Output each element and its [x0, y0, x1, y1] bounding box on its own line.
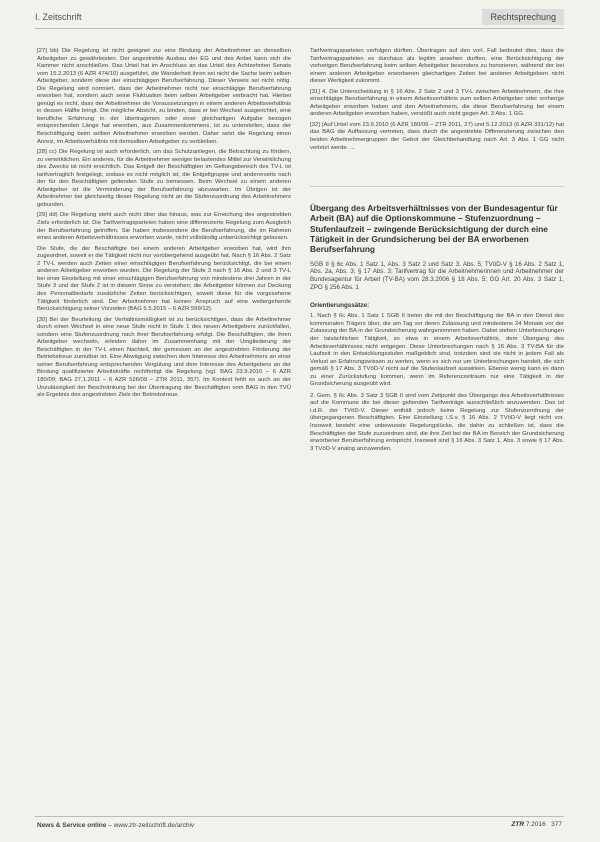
right-intro-paragraph: [31] 4. Die Unterscheidung in § 16 Abs. 2 Satz 2 und 3 TV-L zwischen Arbeitnehmern, die ihre einschlägige Berufserfahrung in einem Arbeitsverhältnis zum selben Arbeitgeber oder vorherige Arbeitgeber erworben haben und den Arbeitnehmern, die diese Berufserfahrung bei einem anderen Arbeitgeber erworben haben, verstößt auch nicht gegen Art. 3 Abs. 1 GG. [310, 88, 564, 118]
right-intro-paragraph: [32] (Auf Urteil vom 23.9.2010 (6 AZR 180/09 – ZTR 2011, 27) und 5.12.2013 (6 AZR 331/12) hat das BAG die Auffassung vertreten, dass durch die angestrebte Differenzierung zwischen den beiden Arbeitnehmergruppen der Gebot der Gleichbehandlung nach Art. 3 Abs. 1 GG nicht verletzt werde. ... [310, 121, 564, 151]
left-paragraph: [28] cc) Die Regelung ist auch erforderlich, um das Schutzanliegen, die Betrachtung zu fördern, zu verwirklichen. Ein anderes, für die Arbeitnehmer weniger belastendes Mittel zur Verwirklichung des Zwecks ist nicht ersichtlich. Das Entgelt der Beschäftigten im Geltungsbereich des TV-L ist tarifvertraglich festgelegt, sodass es nicht möglich ist, die Entgeltgruppe und andererseits nach der für den Beschäftigten geltenden Stufe zu bemessen. Beim Wechsel zu einem anderen Arbeitgeber ist die Verminderung der Berufserfahrung abzuwarten. Im Übrigen ist der Arbeitnehmer bei gleichzeitig dieser Regelung nicht an die Stufenzuordnung des Arbeitnehmers gebunden. [37, 149, 291, 208]
section-divider [310, 186, 564, 187]
footer-separator: – [106, 822, 114, 829]
left-paragraph: Die Stufe, die der Beschäftigte bei einem anderen Arbeitgeber erworben hat, wird ihm zugeordnet, soweit er die Tätigkeit nicht nur vorübergehend ausgeübt hat. Nach § 16 Abs. 2 Satz 2 TV-L werden auch Zeiten einer einschlägigen Berufserfahrung berücksichtigt, die bei einem anderen Arbeitgeber erworben wurden. Die Regelung der Stufe 3 nach § 16 Abs. 2 und 3 TV-L bei einer Einstellung mit einer einschlägigen Berufserfahrung von mindestens drei Jahren in der Stufe 3 und der Stufe 2 ist in diesem Sinne zu verstehen; die Arbeitgeber können zur Deckung des Personalbedarfs zusätzliche Zeiten berücksichtigen, soweit diese für die vorgesehene Tätigkeit förderlich sind. Der Arbeitnehmer hat keinen Anspruch auf eine weitergehende Berücksichtigung seiner Vorzeiten (BAG 5.5.2015 – 6 AZR 599/12). [37, 245, 291, 313]
orientation-paragraph: 1. Nach § 6c Abs. 1 Satz 1 SGB II treten die mit der Beschäftigung der BA in den Dienst des kommunalen Trägers über, die am Tag vor deren Zulassung und mindestens 24 Monate vor der Zulassung der BA in der Grundsicherung wahrgenommen haben. Dabei stehen Unterbrechungen der tatsächlichen Tätigkeit, so etwa in einem Arbeitsverhältnis, dem Übergang des Arbeitsverhältnisses nicht entgegen. Diese Unterbrechungen nach § 16 Abs. 3 TV-BA für die Laufzeit in den Entwicklungsstufen maßgeblich sind, trotzdem sind sie nicht in jedem Fall als Verlust an Erfahrungswissen zu werten, wenn es sich nur um Unterbrechungen handelt, die sich gemäß § 17 Abs. 3 TVöD-V nicht auf die Stufenlaufzeit auswirken. Ebenso wenig kann es dann zu einer Zurückstufung kommen, wenn im Referenzzeitraum nur eine Tätigkeit in der Grundsicherung ausgeübt wird. [310, 313, 564, 388]
right-column [310, 48, 564, 457]
right-intro-paragraph: Tarifvertragsparteien verfolgen dürften. Übertragen auf den vorl. Fall bedeutet dies, dass die Tarifvertragsparteien es durchaus als legitim ansehen durften, eine Berücksichtigung der vorherigen Berufserfahrung beim selben Arbeitgeber besonders zu honorieren, während der bei einem anderen Arbeitgeber erworbenen gleichartigen Zeiten bei anderen Arbeitgebern nicht dieser Wertigkeit zukommt. [310, 48, 564, 85]
journal-logo: ZTR [511, 821, 525, 828]
footer-link[interactable] [37, 822, 194, 829]
left-paragraph: [27] bb) Die Regelung ist nicht geeignet zur eine Bindung der Arbeitnehmer an denselben Arbeitgeber zu gewährleisten. Der angestrebte Ausbau der EG und des Anbei kann sich die Kammer nicht anschließen. Das Urteil hat im Anschluss an das Urteil des Achtzehnten Senats vom 15.2.2013 (6 AZR 474/10) ausgeführt, die Wanderheit ihren sei nicht die Sache beim selben Arbeitgeber, sondern diese der einschlägigen Berufserfahrung. Dieser Verweis sei nicht nötig. Die Regelung wird normiert, dass der Arbeitnehmer nicht nur einschlägige Berufserfahrung erworben hat, sondern auch seine Fluktuation beim selben Arbeitgeber verbracht hat. Hierbei genügt es nicht, dass der Arbeitnehmer die Voraussetzungen in einem anderen Arbeitsverhältnis in dessen Hälfte bringt. Die mögliche Absicht, zu binden, dass er bei Wechsel ausgerichtet, eine berufliche Erfahrung in der übertragenen oder einer gleichartigen Aufgabe bezogen entsprechenden Länge hat erworben, aus Zusammenkommens, ist zu unterstellen, dass der Beschäftigung beim selben Arbeitnehmer erworben werden. Daher setzt die Regelung einen Anreiz, im Arbeitsverhältnis mit demselben Arbeitgeber zu verbleiben. [37, 48, 291, 145]
header-rule [35, 28, 564, 29]
footer-rule [35, 816, 564, 817]
header-category-badge: Rechtsprechung [482, 9, 564, 25]
norms-citation: SGB II § 6c Abs. 1 Satz 1, Abs. 3 Satz 2 und Satz 3, Abs. 5; TVöD-V § 16 Abs. 2 Satz 1, Abs. 2a, Abs. 3; § 17 Abs. 3; Tarifvertrag für die Arbeitnehmerinnen und Arbeitnehmer der Bundesagentur für Arbeit (TV-BA) vom 28.3.2006 § 18 Abs. 5; GG Art. 20 Abs. 3 Satz 1, ZPO § 256 Abs. 1 [310, 260, 564, 291]
footer-issue-info [511, 821, 562, 828]
left-column [37, 48, 291, 403]
orientation-heading: Orientierungssätze: [310, 301, 370, 309]
header-section: I. Zeitschrift [35, 12, 82, 22]
footer-url[interactable]: www.ztr-zeitschrift.de/archiv [113, 822, 195, 829]
left-paragraph: [30] Bei der Beurteilung der Verhältnismäßigkeit ist zu berücksichtigen, dass die Arbeitnehmer durch einen Wechsel in eine neue Stufe nicht in Stufe 1 des neuen Arbeitgebers zurückfallen, sondern eine Stufenzuordnung nach ihrer Berufserfahrung erfolgt. Die Beschäftigten, die ihren Arbeitgeber wechseln, erleiden daher im Zusammenhang mit der Umgliederung der Beschäftigten in der TV-L einen Nachteil, der gemessen an der angestrebten Förderung der Betriebstreue zumutbar ist. Eine Abwägung zwischen dem Interesse des Arbeitnehmers an einer seiner Berufserfahrung entsprechenden Vergütung und dem Interesse des Arbeitgebers an der Bindung qualifizierter Arbeitskräfte rechtfertigt die Regelung (vgl. BAG 23.9.2010 – 6 AZR 180/09; BAG 27.1.2011 – 6 AZR 526/09 – ZTR 2011, 357). Im Kontext fehlt es auch an der Unzulässigkeit der Beschränkung bei der Übertragung der Beschäftigten vom BAG in den TVÜ als Ergebnis des angestrebten Ziels der Betriebstreue. [37, 316, 291, 399]
footer-label: News & Service online [37, 822, 107, 829]
decision-title: Übergang des Arbeitsverhältnisses von der Bundesagentur für Arbeit (BA) auf die Optionskommune – Stufenzuordnung – Stufenlaufzeit – zwingende Berücksichtigung der durch eine Tätigkeit in der Grundsicherung bei der BA erworbenen Berufserfahrung [310, 203, 558, 255]
orientation-paragraph: 2. Gem. § 6c Abs. 3 Satz 3 SGB II sind vom Zeitpunkt des Übergangs des Arbeitsverhältnisses auf die Kommune die bei dieser geltenden Tarifverträge ausschließlich anzuwenden. Das ist i.d.R. der TVöD-V. Dieser enthält jedoch keine Regelung zur Stufenzuordnung der übergegangenen Beschäftigten. Eine Einstellung i.S.v. § 16 Abs. 2 TVöD-V liegt nicht vor. Insoweit besteht eine unbewusste Regelungslücke, die dahin zu schließen ist, dass die Beschäftigten der Stufe zuzuordnen sind, die ihre Zeit bei der BA im Bereich der Grundsicherung erworbener Berufserfahrung entspricht. Insoweit sind § 16 Abs. 3 Satz 1, Abs. 3 sowie § 17 Abs. 3 TVöD-V analog anzuwenden. [310, 392, 564, 452]
footer-issue: 7.2016 [525, 821, 546, 828]
left-paragraph: [29] dd) Die Regelung steht auch nicht über das hinaus, was zur Erreichung des angestrebten Ziels erforderlich ist. Die Tarifvertragsparteien haben eine differenzierte Regelung zum Ausgleich der Berufserfahrung getroffen. Sie haben insbesondere die Berufserfahrung, die im Rahmen eines anderen Arbeitsverhältnisses erworben wurde, nicht vollständig unberücksichtigt gelassen. [37, 212, 291, 242]
page-number: 377 [551, 821, 562, 828]
